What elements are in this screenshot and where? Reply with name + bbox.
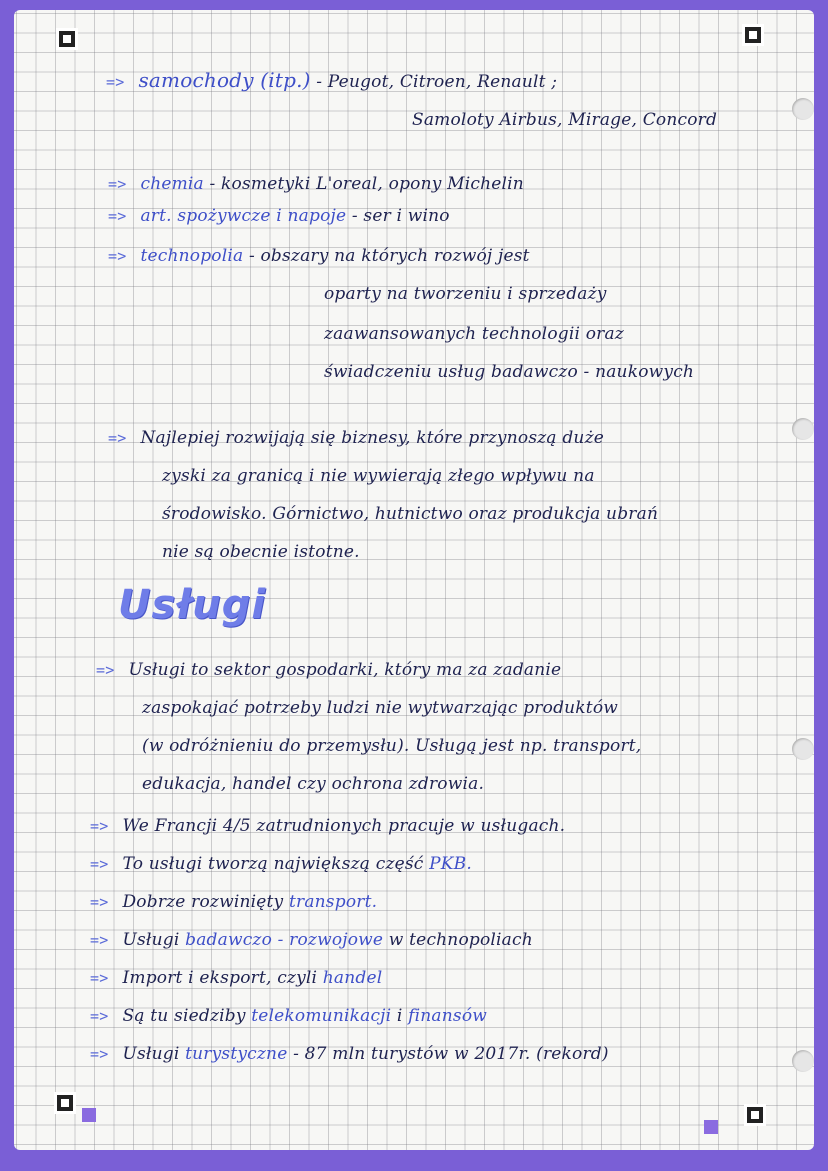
- note-line: [96, 660, 561, 680]
- note-line: [108, 428, 604, 448]
- arrow-bullet: =>: [108, 207, 127, 225]
- arrow-bullet: =>: [108, 175, 127, 193]
- arrow-bullet: =>: [90, 1045, 109, 1063]
- line-text: Usługi: [122, 1044, 186, 1064]
- highlighted-term: chemia: [140, 174, 204, 194]
- bullet-line: [90, 930, 533, 950]
- line-text: - obszary na których rozwój jest: [243, 246, 530, 266]
- note-line: oparty na tworzeniu i sprzedaży: [324, 284, 607, 304]
- bullet-line: [90, 1044, 609, 1064]
- bullet-line: [90, 1006, 487, 1026]
- arrow-bullet: =>: [90, 969, 109, 987]
- purple-square-mark-left: [82, 1108, 96, 1122]
- highlighted-term: technopolia: [140, 246, 244, 266]
- binder-hole: [792, 98, 814, 120]
- note-line: zyski za granicą i nie wywierają złego wpływu na: [162, 466, 595, 486]
- arrow-bullet: =>: [106, 73, 125, 91]
- line-text: - 87 mln turystów w 2017r. (rekord): [287, 1044, 609, 1064]
- arrow-bullet: =>: [90, 931, 109, 949]
- note-line: [108, 246, 530, 266]
- purple-square-mark-right: [704, 1120, 718, 1134]
- scan-corner-marker-bottom-right: [744, 1104, 766, 1126]
- scan-corner-marker-bottom-left: [54, 1092, 76, 1114]
- line-text: Import i eksport, czyli: [122, 968, 323, 988]
- highlighted-term: PKB.: [429, 854, 472, 874]
- highlighted-term: finansów: [408, 1006, 488, 1026]
- highlighted-term: badawczo - rozwojowe: [185, 930, 384, 950]
- scan-corner-marker-top-left: [56, 28, 78, 50]
- note-line: [108, 174, 524, 194]
- note-line: [106, 68, 557, 92]
- note-line: środowisko. Górnictwo, hutnictwo oraz produkcja ubrań: [162, 504, 659, 524]
- arrow-bullet: =>: [108, 429, 127, 447]
- line-text: - Peugot, Citroen, Renault ;: [310, 72, 558, 92]
- note-line: zaspokajać potrzeby ludzi nie wytwarzając produktów: [142, 698, 619, 718]
- arrow-bullet: =>: [90, 1007, 109, 1025]
- line-text: We Francji 4/5 zatrudnionych pracuje w usługach.: [122, 816, 566, 836]
- line-text: - ser i wino: [346, 206, 450, 226]
- note-line: nie są obecnie istotne.: [162, 542, 360, 562]
- note-line: edukacja, handel czy ochrona zdrowia.: [142, 774, 485, 794]
- line-text: To usługi tworzą największą część: [122, 854, 430, 874]
- note-line: (w odróżnieniu do przemysłu). Usługą jest np. transport,: [142, 736, 642, 756]
- bullet-line: [90, 816, 565, 836]
- note-line: zaawansowanych technologii oraz: [324, 324, 624, 344]
- arrow-bullet: =>: [90, 893, 109, 911]
- binder-hole: [792, 738, 814, 760]
- highlighted-term: art. spożywcze i napoje: [140, 206, 347, 226]
- highlighted-term: samochody (itp.): [138, 68, 311, 92]
- bullet-line: [90, 854, 472, 874]
- highlighted-term: transport.: [288, 892, 378, 912]
- note-line: [108, 206, 450, 226]
- section-title: Usługi: [118, 582, 267, 628]
- line-text: Usługi to sektor gospodarki, który ma za zadanie: [128, 660, 562, 680]
- line-text: Najlepiej rozwijają się biznesy, które przynoszą duże: [140, 428, 604, 448]
- bullet-line: [90, 892, 377, 912]
- binder-hole: [792, 418, 814, 440]
- note-line: świadczeniu usług badawczo - naukowych: [324, 362, 695, 382]
- highlighted-term: telekomunikacji: [251, 1006, 392, 1026]
- highlighted-term: handel: [322, 968, 383, 988]
- line-text: Usługi: [122, 930, 186, 950]
- binder-hole: [792, 1050, 814, 1072]
- arrow-bullet: =>: [90, 817, 109, 835]
- line-text: - kosmetyki L'oreal, opony Michelin: [203, 174, 524, 194]
- bullet-line: [90, 968, 382, 988]
- arrow-bullet: =>: [96, 661, 115, 679]
- arrow-bullet: =>: [90, 855, 109, 873]
- arrow-bullet: =>: [108, 247, 127, 265]
- line-text: Dobrze rozwinięty: [122, 892, 289, 912]
- line-text: Są tu siedziby: [122, 1006, 252, 1026]
- grid-paper-sheet: [14, 10, 814, 1150]
- line-text: i: [391, 1006, 409, 1026]
- note-line: Samoloty Airbus, Mirage, Concord: [412, 110, 718, 130]
- highlighted-term: turystyczne: [185, 1044, 288, 1064]
- line-text: w technopoliach: [383, 930, 533, 950]
- scan-corner-marker-top-right: [742, 24, 764, 46]
